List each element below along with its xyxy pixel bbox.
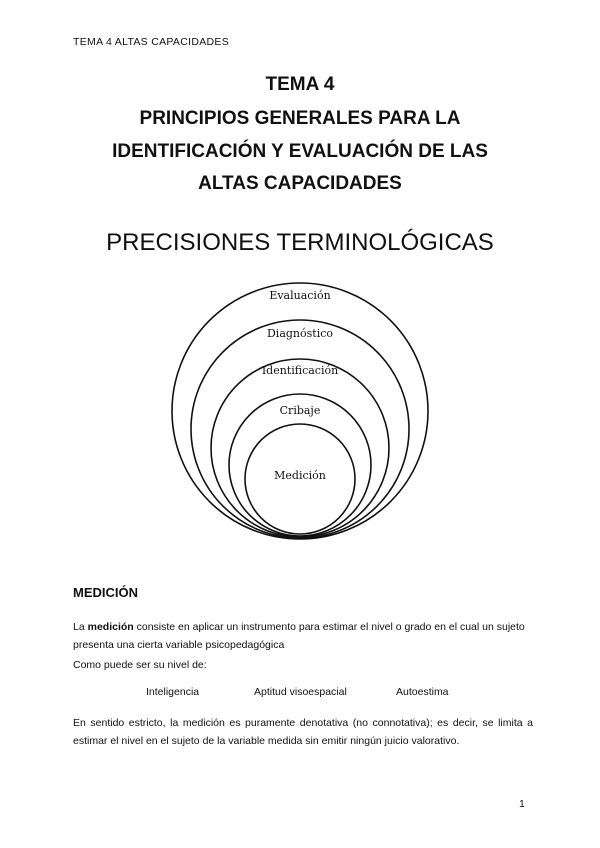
label-evaluacion: Evaluación	[269, 289, 331, 302]
paragraph-definition	[73, 618, 533, 654]
circle-diagnostico	[191, 320, 409, 538]
para1-bold-term: medición	[87, 621, 134, 633]
title-line-3: IDENTIFICACIÓN Y EVALUACIÓN DE LAS	[112, 140, 488, 162]
item-autoestima: Autoestima	[396, 686, 449, 698]
running-header: TEMA 4 ALTAS CAPACIDADES	[73, 36, 229, 48]
page-number: 1	[519, 798, 525, 810]
paragraph-strict-sense: En sentido estricto, la medición es puramente denotativa (no connotativa); es decir, se limita a estimar el nivel en el sujeto de la variable medida sin emitir ningún juicio valorativo.	[73, 717, 533, 747]
label-cribaje: Cribaje	[279, 404, 321, 417]
diagram-svg	[170, 276, 430, 546]
label-identificacion: Identificación	[261, 364, 339, 377]
concentric-circles-diagram	[170, 276, 430, 546]
section-subtitle: PRECISIONES TERMINOLÓGICAS	[106, 229, 494, 256]
document-title	[0, 74, 600, 201]
para1-rest: consiste en aplicar un instrumento para estimar el nivel o grado en el cual un sujeto presenta una cierta variable psicopedagógica	[73, 621, 525, 651]
circle-identificacion	[211, 359, 389, 537]
label-diagnostico: Diagnóstico	[266, 327, 334, 340]
item-aptitud-visoespacial: Aptitud visoespacial	[254, 686, 347, 698]
label-medicion: Medición	[274, 469, 326, 482]
title-line-4: ALTAS CAPACIDADES	[198, 173, 402, 194]
section-heading: MEDICIÓN	[73, 585, 138, 600]
item-inteligencia: Inteligencia	[146, 686, 200, 698]
para1-prefix: La	[73, 621, 88, 633]
title-line-2: PRINCIPIOS GENERALES PARA LA	[139, 108, 461, 129]
title-line-1: TEMA 4	[265, 74, 335, 95]
paragraph-examples-intro: Como puede ser su nivel de:	[73, 659, 207, 671]
